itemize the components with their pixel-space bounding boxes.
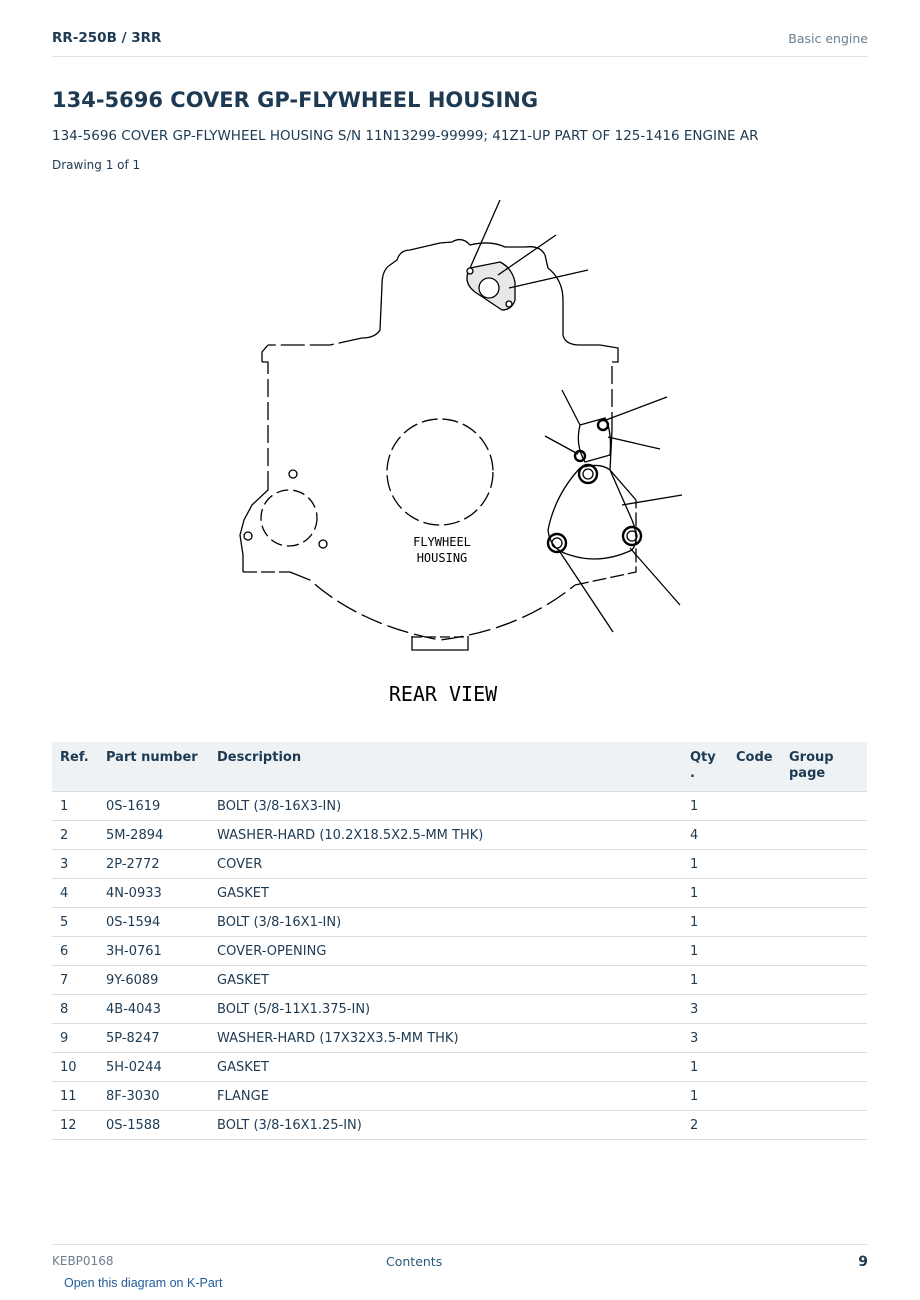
cell-part-number: 3H-0761: [98, 937, 209, 966]
table-row: [52, 1053, 867, 1082]
cell-ref: 1: [52, 792, 98, 821]
page-header: [52, 28, 868, 57]
cell-group-page: [781, 1053, 867, 1082]
cell-group-page: [781, 1082, 867, 1111]
cell-qty: 4: [682, 821, 728, 850]
cell-qty: 3: [682, 995, 728, 1024]
cell-ref: 9: [52, 1024, 98, 1053]
cell-part-number: 0S-1619: [98, 792, 209, 821]
cell-group-page: [781, 821, 867, 850]
cell-group-page: [781, 937, 867, 966]
cell-group-page: [781, 879, 867, 908]
cell-qty: 1: [682, 879, 728, 908]
cell-code: [728, 1024, 781, 1053]
page-subtitle: 134-5696 COVER GP-FLYWHEEL HOUSING S/N 11N13299-99999; 41Z1-UP PART OF 125-1416 ENGINE AR: [52, 128, 759, 144]
cell-qty: 1: [682, 1053, 728, 1082]
parts-table: [52, 742, 867, 1140]
table-row: [52, 995, 867, 1024]
left-bore: [261, 490, 317, 546]
cell-description: BOLT (3/8-16X1-IN): [209, 908, 682, 937]
page-footer: [52, 1244, 868, 1275]
housing-label-line1: FLYWHEEL: [413, 535, 471, 549]
cell-qty: 1: [682, 792, 728, 821]
table-row: [52, 879, 867, 908]
cell-description: COVER-OPENING: [209, 937, 682, 966]
contents-link[interactable]: Contents: [386, 1254, 443, 1269]
cell-code: [728, 1082, 781, 1111]
page-title: 134-5696 COVER GP-FLYWHEEL HOUSING: [52, 88, 539, 112]
table-row: [52, 1111, 867, 1140]
cell-description: GASKET: [209, 879, 682, 908]
cell-ref: 5: [52, 908, 98, 937]
cell-code: [728, 792, 781, 821]
cell-group-page: [781, 908, 867, 937]
table-row: [52, 792, 867, 821]
cell-qty: 1: [682, 937, 728, 966]
col-group-page: Group page: [781, 742, 867, 792]
table-row: [52, 1082, 867, 1111]
cell-part-number: 5H-0244: [98, 1053, 209, 1082]
table-row: [52, 937, 867, 966]
col-qty: Qty .: [682, 742, 728, 792]
cell-group-page: [781, 966, 867, 995]
housing-label-line2: HOUSING: [416, 551, 468, 565]
housing-outline: [262, 345, 268, 362]
cell-qty: 1: [682, 1082, 728, 1111]
cell-qty: 1: [682, 966, 728, 995]
cell-ref: 8: [52, 995, 98, 1024]
cell-ref: 12: [52, 1111, 98, 1140]
cell-code: [728, 908, 781, 937]
cell-qty: 3: [682, 1024, 728, 1053]
cell-code: [728, 821, 781, 850]
cell-part-number: 9Y-6089: [98, 966, 209, 995]
cell-code: [728, 850, 781, 879]
cell-description: FLANGE: [209, 1082, 682, 1111]
col-part-number: Part number: [98, 742, 209, 792]
col-ref: Ref.: [52, 742, 98, 792]
cell-part-number: 0S-1588: [98, 1111, 209, 1140]
cell-part-number: 4N-0933: [98, 879, 209, 908]
cell-part-number: 4B-4043: [98, 995, 209, 1024]
col-code: Code: [728, 742, 781, 792]
table-row: [52, 966, 867, 995]
cell-description: WASHER-HARD (17X32X3.5-MM THK): [209, 1024, 682, 1053]
cell-part-number: 0S-1594: [98, 908, 209, 937]
drawing-label: Drawing 1 of 1: [52, 158, 141, 172]
doc-code: KEBP0168: [52, 1254, 114, 1268]
col-description: Description: [209, 742, 682, 792]
open-in-kpart-link[interactable]: Open this diagram on K-Part: [64, 1276, 223, 1290]
cell-group-page: [781, 1111, 867, 1140]
cell-group-page: [781, 850, 867, 879]
table-row: [52, 821, 867, 850]
cell-ref: 2: [52, 821, 98, 850]
parts-table-body: [52, 792, 867, 1140]
cell-description: COVER: [209, 850, 682, 879]
cell-ref: 11: [52, 1082, 98, 1111]
cell-part-number: 5P-8247: [98, 1024, 209, 1053]
cell-ref: 3: [52, 850, 98, 879]
cell-code: [728, 1111, 781, 1140]
cell-description: GASKET: [209, 966, 682, 995]
cell-group-page: [781, 995, 867, 1024]
cell-part-number: 5M-2894: [98, 821, 209, 850]
section-label: Basic engine: [788, 31, 868, 46]
table-row: [52, 850, 867, 879]
cell-description: BOLT (5/8-11X1.375-IN): [209, 995, 682, 1024]
model-label: RR-250B / 3RR: [52, 30, 162, 46]
cell-code: [728, 995, 781, 1024]
cell-code: [728, 966, 781, 995]
cell-group-page: [781, 792, 867, 821]
cell-part-number: 2P-2772: [98, 850, 209, 879]
cell-part-number: 8F-3030: [98, 1082, 209, 1111]
right-small-cover: [578, 418, 610, 462]
page-number: 9: [858, 1254, 868, 1270]
cell-ref: 10: [52, 1053, 98, 1082]
flywheel-bore: [387, 419, 493, 525]
cell-description: BOLT (3/8-16X3-IN): [209, 792, 682, 821]
cell-code: [728, 879, 781, 908]
cell-ref: 4: [52, 879, 98, 908]
cell-code: [728, 937, 781, 966]
cell-code: [728, 1053, 781, 1082]
cell-ref: 7: [52, 966, 98, 995]
cell-ref: 6: [52, 937, 98, 966]
table-row: [52, 1024, 867, 1053]
cell-qty: 2: [682, 1111, 728, 1140]
table-row: [52, 908, 867, 937]
cell-qty: 1: [682, 850, 728, 879]
cell-group-page: [781, 1024, 867, 1053]
cell-description: BOLT (3/8-16X1.25-IN): [209, 1111, 682, 1140]
cell-qty: 1: [682, 908, 728, 937]
cell-description: GASKET: [209, 1053, 682, 1082]
view-label: REAR VIEW: [388, 682, 498, 706]
flywheel-housing-diagram: [200, 190, 720, 720]
table-header-row: [52, 742, 867, 792]
cell-description: WASHER-HARD (10.2X18.5X2.5-MM THK): [209, 821, 682, 850]
